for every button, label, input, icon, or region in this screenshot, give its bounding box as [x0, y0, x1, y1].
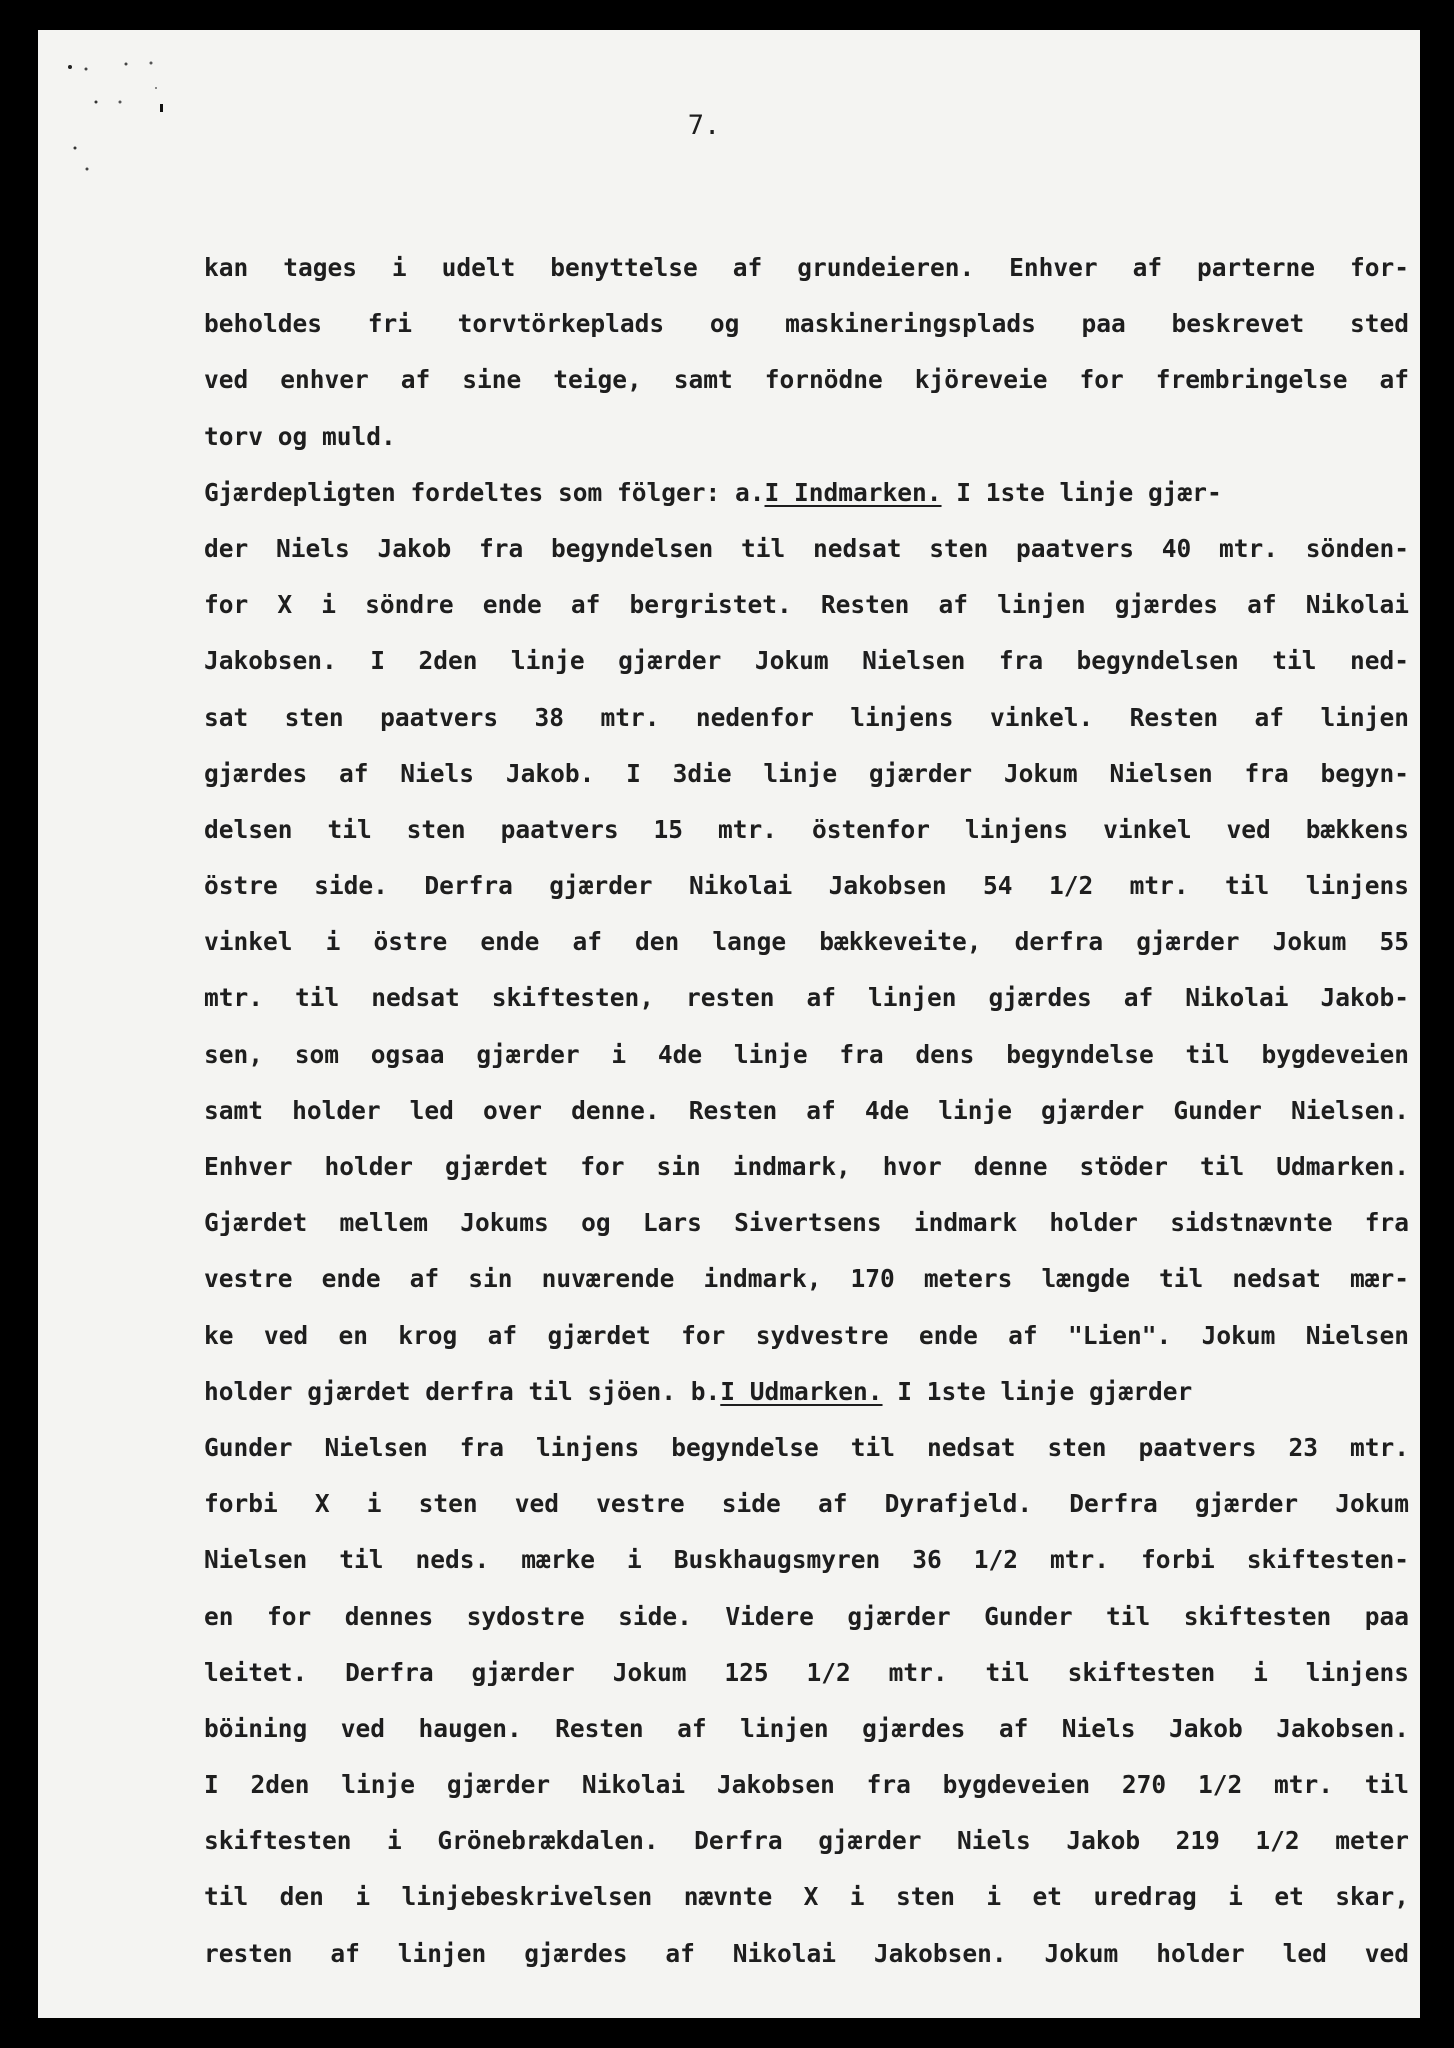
- page-number: 7.: [687, 110, 721, 141]
- text-line-with-heading: [204, 465, 1409, 521]
- text-line: skiftesten i Grönebrækdalen. Derfra gjærder Niels Jakob 219 1/2 meter: [204, 1826, 1409, 1856]
- text-line: der Niels Jakob fra begyndelsen til nedsat sten paatvers 40 mtr. sönden-: [204, 533, 1409, 563]
- text-line: vinkel i östre ende af den lange bækkeveite, derfra gjærder Jokum 55: [204, 927, 1409, 957]
- text-line: vestre ende af sin nuværende indmark, 170 meters længde til nedsat mær-: [204, 1264, 1409, 1294]
- text-line: sen, som ogsaa gjærder i 4de linje fra dens begyndelse til bygdeveien: [204, 1039, 1409, 1069]
- text-line: gjærdes af Niels Jakob. I 3die linje gjærder Jokum Nielsen fra begyn-: [204, 758, 1409, 788]
- text-segment: Gjærdepligten fordeltes som fölger: a.: [204, 477, 765, 507]
- text-segment: I 1ste linje gjærder: [882, 1376, 1193, 1406]
- text-line: ke ved en krog af gjærdet for sydvestre ende af "Lien". Jokum Nielsen: [204, 1320, 1409, 1350]
- text-line: Jakobsen. I 2den linje gjærder Jokum Nielsen fra begyndelsen til ned-: [204, 646, 1409, 676]
- document-page: [38, 30, 1420, 2018]
- text-line: kan tages i udelt benyttelse af grundeieren. Enhver af parterne for-: [204, 253, 1409, 282]
- text-line: sat sten paatvers 38 mtr. nedenfor linjens vinkel. Resten af linjen: [204, 702, 1409, 732]
- text-line: samt holder led over denne. Resten af 4de linje gjærder Gunder Nielsen.: [204, 1095, 1409, 1125]
- text-line: en for dennes sydostre side. Videre gjærder Gunder til skiftesten paa: [204, 1601, 1409, 1631]
- text-line: I 2den linje gjærder Nikolai Jakobsen fra bygdeveien 270 1/2 mtr. til: [204, 1770, 1409, 1800]
- text-line: beholdes fri torvtörkeplads og maskineringsplads paa beskrevet sted: [204, 309, 1409, 339]
- text-line: resten af linjen gjærdes af Nikolai Jakobsen. Jokum holder led ved: [204, 1938, 1409, 1968]
- text-line: til den i linjebeskrivelsen nævnte X i sten i et uredrag i et skar,: [204, 1882, 1409, 1912]
- text-line: böining ved haugen. Resten af linjen gjærdes af Niels Jakob Jakobsen.: [204, 1713, 1409, 1743]
- text-line: for X i söndre ende af bergristet. Resten af linjen gjærdes af Nikolai: [204, 590, 1409, 620]
- body-text: [204, 240, 1409, 1982]
- text-line: forbi X i sten ved vestre side af Dyrafjeld. Derfra gjærder Jokum: [204, 1489, 1409, 1519]
- section-heading-indmarken: I Indmarken.: [764, 477, 942, 507]
- text-line: östre side. Derfra gjærder Nikolai Jakobsen 54 1/2 mtr. til linjens: [204, 871, 1409, 901]
- section-heading-udmarken: I Udmarken.: [720, 1376, 883, 1406]
- text-line: Enhver holder gjærdet for sin indmark, hvor denne stöder til Udmarken.: [204, 1152, 1409, 1181]
- text-line: mtr. til nedsat skiftesten, resten af linjen gjærdes af Nikolai Jakob-: [204, 983, 1409, 1013]
- text-line: delsen til sten paatvers 15 mtr. östenfor linjens vinkel ved bækkens: [204, 814, 1409, 844]
- text-line: Gjærdet mellem Jokums og Lars Sivertsens indmark holder sidstnævnte fra: [204, 1208, 1409, 1238]
- text-segment: I 1ste linje gjær-: [941, 477, 1222, 507]
- text-line: ved enhver af sine teige, samt fornödne kjöreveie for frembringelse af: [204, 365, 1409, 395]
- text-segment: holder gjærdet derfra til sjöen. b.: [204, 1376, 721, 1406]
- text-line: Gunder Nielsen fra linjens begyndelse til nedsat sten paatvers 23 mtr.: [204, 1432, 1409, 1462]
- text-line: torv og muld.: [204, 421, 396, 451]
- text-line: Nielsen til neds. mærke i Buskhaugsmyren 36 1/2 mtr. forbi skiftesten-: [204, 1545, 1409, 1575]
- text-line: leitet. Derfra gjærder Jokum 125 1/2 mtr. til skiftesten i linjens: [204, 1657, 1409, 1687]
- text-line-with-heading: [204, 1364, 1409, 1420]
